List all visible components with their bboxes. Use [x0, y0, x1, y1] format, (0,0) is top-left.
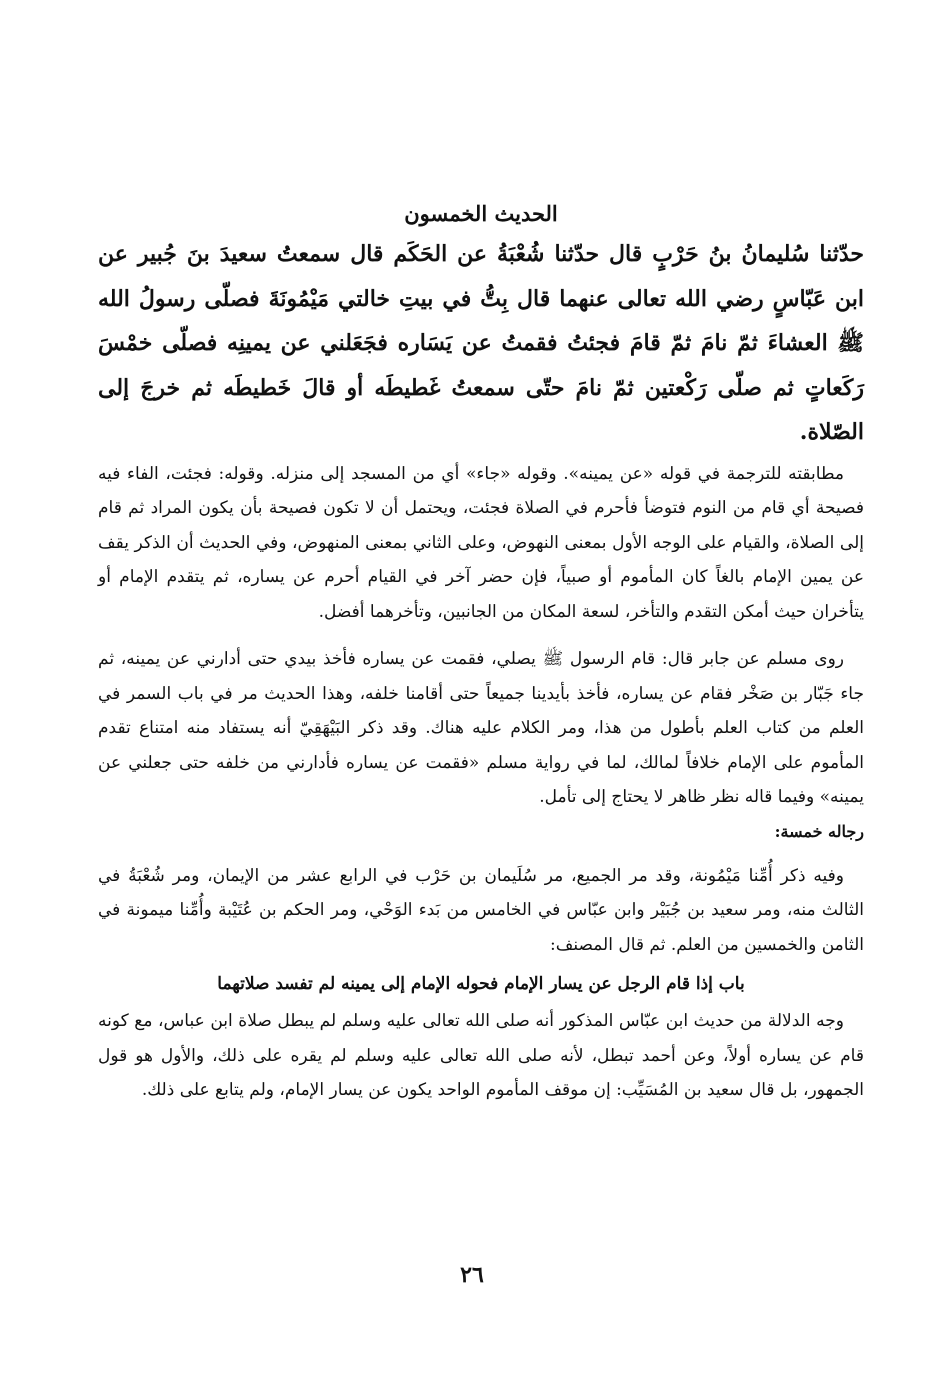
narrators-paragraph: وفيه ذكر أُمِّنا مَيْمُونة، وقد مر الجميع، مر سُلَيمان بن حَرْب في الرابع عشر من الإيمان، ومر شُعْبَةُ في الثالث منه، ومر سعيد بن جُبَيْر وابن عبّاس في الخامس من بَدء الوَحْي، ومر الحكم بن عُتَيْبة وأُمِّنا ميمونة في الثامن والخمسين من العلم. ثم قال المصنف: — [98, 865, 864, 955]
hadith-text: حدّثنا سُليمانُ بنُ حَرْبٍ قال حدّثنا شُعْبَةُ عن الحَكَم قال سمعتُ سعيدَ بنَ جُبير عن ابن عَبّاسٍ رضي الله تعالى عنهما قال بِتُّ في بيتِ خالتي مَيْمُونَةَ فصلّى رسولُ الله ﷺ العشاءَ ثمّ نامَ ثمّ قامَ فجئتُ فقمتُ عن يَسَاره فجَعَلني عن يمينِه فصلّى خمْسَ رَكَعاتٍ ثم صلّى رَكْعتين ثمّ نامَ حتّى سمعتُ غَطيطَه أو قالَ خَطيطَه ثم خرجَ إلى الصّلاة. — [98, 241, 865, 445]
commentary-paragraph-2: روى مسلم عن جابر قال: قام الرسول ﷺ يصلي، فقمت عن يساره فأخذ بيدي حتى أدارني عن يمينه، ثم جاء جَبّار بن صَخْر فقام عن يساره، فأخذ بأيدينا جميعاً حتى أقامنا خلفه، وهذا الحديث مر في باب السمر في العلم من كتاب العلم بأطول من هذا، ومر الكلام عليه هناك. وقد ذكر البَيْهَقِيّ أنه يستفاد منه امتناع تقدم المأموم على الإمام خلافاً لمالك، لما في رواية مسلم «فقمت عن يساره فأدارني من خلفه حتى جعلني عن يمينه» وفيما قاله نظر ظاهر لا يحتاج إلى تأمل. — [98, 649, 864, 807]
page-number: ٢٦ — [460, 1262, 484, 1288]
commentary-paragraph-1: مطابقته للترجمة في قوله «عن يمينه». وقوله «جاء» أي من المسجد إلى منزله. وقوله: فجئت، الفاء فيه فصيحة أي قام من النوم فتوضأ فأحرم في الصلاة فجئت، ويحتمل أن لا تكون فصيحة بأن يكون المراد ثم قام إلى الصلاة، والقيام على الوجه الأول بمعنى النهوض، وعلى الثاني بمعنى المنهوض، وفي الحديث أن الذكر يقف عن يمين الإمام بالغاً كان المأموم أو صبياً، فإن حضر آخر في القيام أحرم عن يساره، ثم يتقدم الإمام أو يتأخران حيث أمكن التقدم والتأخر، لسعة المكان من الجانبين، وتأخرهما أفضل. — [98, 463, 864, 622]
page-content — [98, 196, 864, 1108]
narrators-label: رجاله خمسة: — [774, 821, 864, 841]
hadith-heading: الحديث الخمسون — [404, 201, 558, 226]
chapter-title: باب إذا قام الرجل عن يسار الإمام فحوله الإمام إلى يمينه لم تفسد صلاتهما — [217, 974, 745, 994]
commentary-paragraph-3: وجه الدلالة من حديث ابن عبّاس المذكور أنه صلى الله تعالى عليه وسلم لم يبطل صلاة ابن عباس، مع كونه قام عن يساره أولاً، وعن أحمد تبطل، لأنه صلى الله تعالى عليه وسلم لم يقره على ذلك، والأول هو قول الجمهور، بل قال سعيد بن المُسَيِّب: إن موقف المأموم الواحد يكون عن يسار الإمام، ولم يتابع على ذلك. — [98, 1011, 864, 1100]
